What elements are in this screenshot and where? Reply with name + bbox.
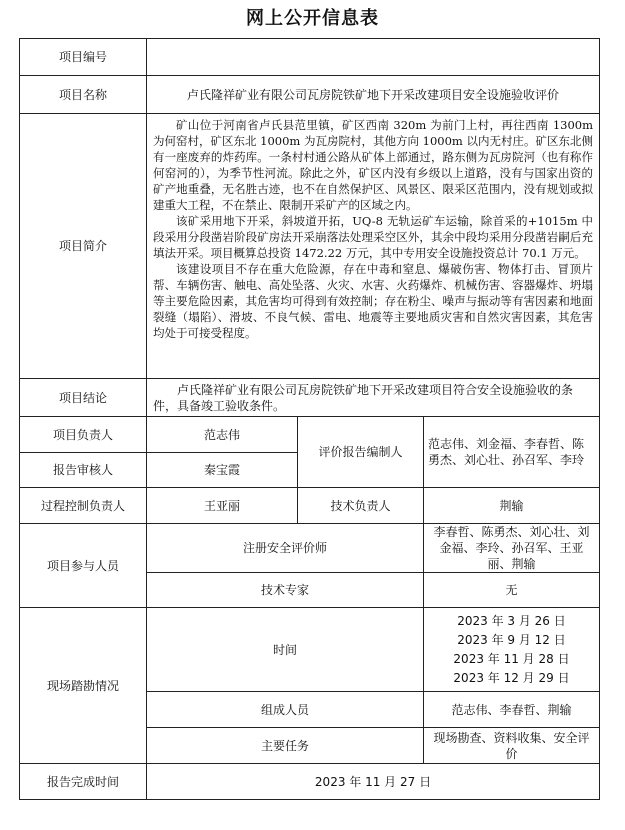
survey-tasks-label: 主要任务 <box>147 728 424 764</box>
survey-time-label: 时间 <box>147 608 424 692</box>
row-conclusion <box>20 379 600 417</box>
summary-paragraph: 矿山位于河南省卢氏县范里镇，矿区西南 320m 为前门上村，再往西南 1300m 为何窑村，矿区东北 1000m 为瓦房院村，其他方向 1000m 以内无村庄。矿区东北侧有一座废弃的炸药库。一条村村通公路从矿体上部通过，路东侧为瓦房院河（也有称作何窑河的），为季节性河流。除此之外，矿区内没有乡级以上道路，没有与国家出资的矿产地重叠，无名胜古迹，也不在自然保护区、风景区、限采区范围内，没有规划或拟建重大工程，不在禁止、限制开采矿产的区域之内。 <box>153 118 593 212</box>
survey-members-label: 组成人员 <box>147 692 424 728</box>
row-participants-registered <box>20 524 600 573</box>
completion-value: 2023 年 11 月 27 日 <box>147 764 600 800</box>
conclusion-content <box>147 379 600 417</box>
process-controller-label: 过程控制负责人 <box>20 488 147 524</box>
summary-paragraph: 该建设项目不存在重大危险源，存在中毒和窒息、爆破伤害、物体打击、冒顶片帮、车辆伤害、触电、高处坠落、火灾、水害、火药爆炸、机械伤害、容器爆炸、坍塌等主要危险因素，其危害均可得到有效控制；存在粉尘、噪声与振动等有害因素和地面裂缝（塌陷）、滑坡、不良气候、雷电、地震等主要地质灾害和自然灾害因素，其危害均处于可接受程度。 <box>153 262 593 340</box>
row-process-control <box>20 488 600 524</box>
row-project-number <box>20 39 600 76</box>
leader-label: 项目负责人 <box>20 417 147 453</box>
report-authors-value: 范志伟、刘金福、李春哲、陈勇杰、刘心壮、孙召军、李玲 <box>424 417 600 488</box>
summary-paragraph: 该矿采用地下开采，斜坡道开拓，UQ-8 无轨运矿车运输，除首采的+1015m 中段采用分段凿岩阶段矿房法开采崩落法处理采空区外，其余中段均采用分段凿岩嗣后充填法开采。项目概算总投资 1472.22 万元，其中专用安全设施投资总计 70.1 万元。 <box>153 214 593 260</box>
registered-assessor-value: 李春哲、陈勇杰、刘心壮、刘金福、李玲、孙召军、王亚丽、荆输 <box>424 524 600 573</box>
row-site-survey-time <box>20 608 600 692</box>
project-number-label: 项目编号 <box>20 39 147 76</box>
participants-label: 项目参与人员 <box>20 524 147 608</box>
survey-date: 2023 年 12 月 29 日 <box>453 670 570 685</box>
survey-date: 2023 年 3 月 26 日 <box>457 613 566 628</box>
conclusion-label: 项目结论 <box>20 379 147 417</box>
tech-lead-value: 荆输 <box>424 488 600 524</box>
survey-dates <box>424 608 600 692</box>
reviewer-value: 秦宝霞 <box>147 453 298 488</box>
site-survey-label: 现场踏勘情况 <box>20 608 147 764</box>
document-title: 网上公开信息表 <box>246 8 379 29</box>
project-name-label: 项目名称 <box>20 76 147 114</box>
project-summary-content <box>147 114 600 379</box>
registered-assessor-label: 注册安全评价师 <box>147 524 424 573</box>
project-name-value: 卢氏隆祥矿业有限公司瓦房院铁矿地下开采改建项目安全设施验收评价 <box>147 76 600 114</box>
project-number-value <box>147 39 600 76</box>
survey-date: 2023 年 11 月 28 日 <box>453 651 570 666</box>
row-completion <box>20 764 600 800</box>
project-summary-label: 项目简介 <box>20 114 147 379</box>
report-authors-label: 评价报告编制人 <box>298 417 424 488</box>
tech-expert-value: 无 <box>424 573 600 608</box>
tech-lead-label: 技术负责人 <box>298 488 424 524</box>
row-project-name <box>20 76 600 114</box>
info-table <box>19 38 600 800</box>
row-project-summary <box>20 114 600 379</box>
survey-tasks-value: 现场勘查、资料收集、安全评价 <box>424 728 600 764</box>
conclusion-text: 卢氏隆祥矿业有限公司瓦房院铁矿地下开采改建项目符合安全设施验收的条件，具备竣工验收条件。 <box>153 382 574 413</box>
process-controller-value: 王亚丽 <box>147 488 298 524</box>
leader-value: 范志伟 <box>147 417 298 453</box>
completion-label: 报告完成时间 <box>20 764 147 800</box>
tech-expert-label: 技术专家 <box>147 573 424 608</box>
survey-members-value: 范志伟、李春哲、荆输 <box>424 692 600 728</box>
survey-date: 2023 年 9 月 12 日 <box>457 632 566 647</box>
row-leader <box>20 417 600 453</box>
reviewer-label: 报告审核人 <box>20 453 147 488</box>
